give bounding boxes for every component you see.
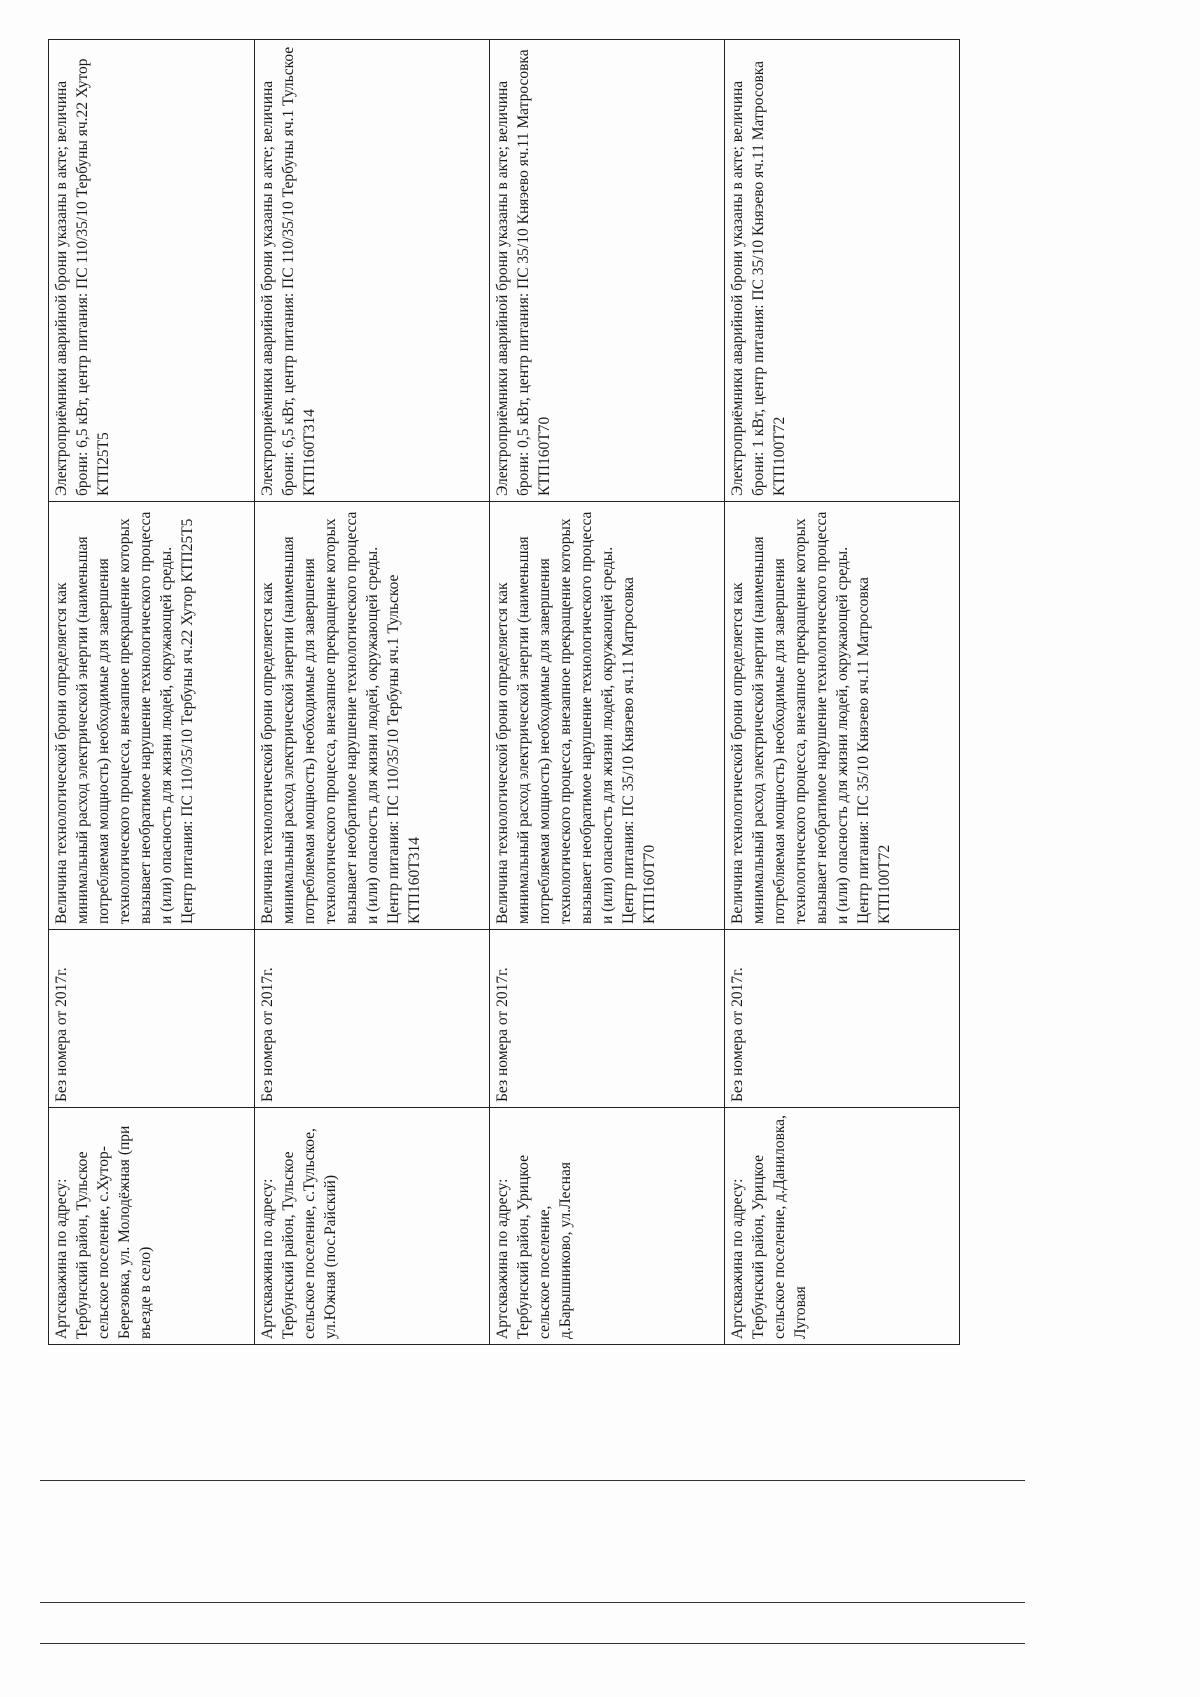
emergency-reserve-cell: Электроприёмники аварийной брони указаны в акте; величина брони: 6,5 кВт, центр питания: ПС 110/35/10 Тербуны яч.22 Хутор КТП25Т5 — [49, 40, 255, 502]
table-row — [490, 40, 725, 1345]
emergency-reserve-cell: Электроприёмники аварийной брони указаны в акте; величина брони: 1 кВт, центр питания: ПС 35/10 Княэево яч.11 Матросовка КТП100Т72 — [725, 40, 960, 502]
rotated-table-container — [48, 40, 960, 1345]
act-cell: Без номера от 2017г. — [490, 930, 725, 1108]
tech-reserve-cell: Величина технологической брони определяется как минимальный расход электрической энергии (наименьшая потребляемая мощность) необходимые для завершения технологического процесса, внезапное прекращение которых вызывает необратимое нарушение технологического процесса и (или) опасность для жизни людей, окружающей среды. Центр питания: ПС 35/10 Княэево яч.11 Матросовка КТП100Т72 — [725, 502, 960, 930]
act-cell: Без номера от 2017г. — [49, 930, 255, 1108]
table-row — [49, 40, 255, 1345]
reserve-table — [48, 39, 960, 1345]
object-cell: Артскважина по адресу: Тербунский район, Тульское сельское поселение, с.Тульское, ул.Южная (пос.Райский) — [255, 1108, 490, 1345]
tech-reserve-cell: Величина технологической брони определяется как минимальный расход электрической энергии (наименьшая потребляемая мощность) необходимые для завершения технологического процесса, внезапное прекращение которых вызывает необратимое нарушение технологического процесса и (или) опасность для жизни людей, окружающей среды. Центр питания: ПС 110/35/10 Тербуны яч.22 Хутор КТП25Т5 — [49, 502, 255, 930]
signature-line — [40, 1602, 1025, 1603]
tech-reserve-cell: Величина технологической брони определяется как минимальный расход электрической энергии (наименьшая потребляемая мощность) необходимые для завершения технологического процесса, внезапное прекращение которых вызывает необратимое нарушение технологического процесса и (или) опасность для жизни людей, окружающей среды. Центр питания: ПС 35/10 Княэево яч.11 Матросовка КТП160Т70 — [490, 502, 725, 930]
signature-line — [40, 1643, 1025, 1644]
emergency-reserve-cell: Электроприёмники аварийной брони указаны в акте; величина брони: 0,5 кВт, центр питания: ПС 35/10 Княэево яч.11 Матросовка КТП160Т70 — [490, 40, 725, 502]
act-cell: Без номера от 2017г. — [255, 930, 490, 1108]
act-cell: Без номера от 2017г. — [725, 930, 960, 1108]
object-cell: Артскважина по адресу: Тербунский район, Урицкое сельское поселение, д.Барышниково, ул.Лесная — [490, 1108, 725, 1345]
emergency-reserve-cell: Электроприёмники аварийной брони указаны в акте; величина брони: 6,5 кВт, центр питания: ПС 110/35/10 Тербуны яч.1 Тульское КТП160Т314 — [255, 40, 490, 502]
signature-line — [40, 1480, 1025, 1481]
object-cell: Артскважина по адресу: Тербунский район, Урицкое сельское поселение, д.Даниловка, Луговая — [725, 1108, 960, 1345]
table-row — [255, 40, 490, 1345]
tech-reserve-cell: Величина технологической брони определяется как минимальный расход электрической энергии (наименьшая потребляемая мощность) необходимые для завершения технологического процесса, внезапное прекращение которых вызывает необратимое нарушение технологического процесса и (или) опасность для жизни людей, окружающей среды. Центр питания: ПС 110/35/10 Тербуны яч.1 Тульское КТП160Т314 — [255, 502, 490, 930]
object-cell: Артскважина по адресу: Тербунский район, Тульское сельское поселение, с.Хутор-Березовка, ул. Молодёжная (при въезде в село) — [49, 1108, 255, 1345]
table-row — [725, 40, 960, 1345]
